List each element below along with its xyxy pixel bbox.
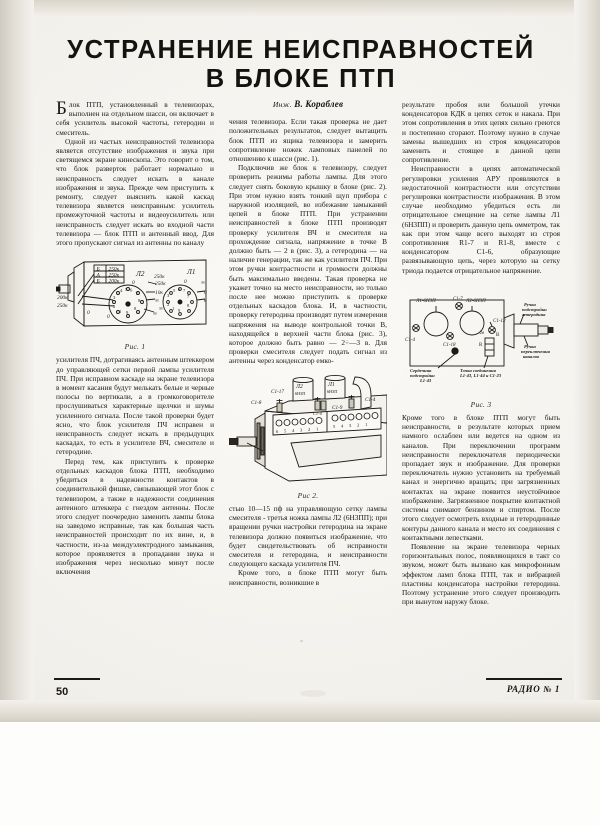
fig1-pin-value: ∞	[155, 298, 159, 305]
fig1-pin-number: 6	[130, 287, 133, 293]
article-paragraph: усилителя ПЧ, дотрагиваясь антенным штеккером до управляющей сетки первой лампы усилителя ПЧ. При исправном каскаде на экране телевизора в момент касания будут мелькать белые и черные полосы по вертикали, а в громкоговорителе прослушиваться характерные щелчки и шумы усиленного сигнала. После такой проверки будет ясно, что блок усилителя ПЧ исправен и неисправность следует искать в предыдущих каскадах, то есть в усилителе ВЧ, смесителе и гетеродине.	[56, 355, 214, 457]
fig1-pin-value: к	[204, 298, 207, 305]
fig1-pin-number: 2	[167, 302, 170, 308]
fig1-legend-value: 250к	[108, 266, 120, 273]
page-edge-right	[574, 0, 600, 740]
article-column-1	[56, 100, 214, 606]
fig1-pin-number: 3	[167, 293, 170, 299]
fig2-contact-number: 2	[357, 422, 360, 428]
article-paragraph	[56, 100, 214, 137]
fig2-tube-label: Л2	[296, 383, 303, 390]
fig1-pin-value: ∞	[201, 280, 205, 287]
fig1-pin-number: 4	[120, 288, 123, 294]
figure-2-caption: Рис 2.	[297, 490, 319, 500]
figure-3	[402, 280, 560, 409]
fig1-legend-value: 250к	[108, 272, 120, 279]
fig3-junction-label: Точка соединения	[460, 367, 496, 373]
article-paragraph: стью 10—15 пф на управляющую сетку лампы смесителя - третья ножка лампы Л2 (6Н3ПП); при вращении ручки настройки гетеродина на экране телевизора должно появиться изображение, что будет свидетельствовать об исправности смесителя и гетеродина, и неисправности следующего каскада усилителя ПЧ.	[229, 503, 387, 569]
fig1-pin-number: 9	[126, 310, 129, 316]
article-paragraph: Одной из частых неисправностей телевизора является отсутствие изображения и звука при светящемся экране кинескопа. Это говорит о том, что блок разверток работает нормально и неисправность следует искать в канале изображения и звука. Прежде чем приступить к ремонту, следует выяснить какой каскад телевизора является неисправным: усилитель промежуточной частоты и видеоусилитель или неисправность следует искать во входной части телевизора — блок ПТП и антенный ввод. Для этого пропускают сигнал из антенны по каналу	[56, 136, 214, 248]
fig1-legend-letter: А	[96, 272, 100, 279]
fig2-tube-type: 6Н3П	[295, 390, 306, 396]
fig1-pin-number: 5	[125, 287, 128, 293]
fig1-pin-number: 7	[187, 294, 190, 300]
drop-cap: Б	[56, 98, 67, 119]
footer-rule-left	[54, 678, 100, 680]
byline	[229, 100, 387, 109]
fig2-contact-number: 3	[349, 422, 352, 428]
fig1-pin-number: 2	[113, 304, 116, 310]
fig1-tube-label: Л1	[187, 268, 196, 277]
fig1-pin-value: 0	[132, 280, 135, 287]
fig3-knob-label: Ручка	[524, 301, 536, 307]
fig1-pin-number: 7	[183, 288, 186, 294]
article-paragraph: Кроме того, в блоке ПТП могут быть неисправности, возникшие в	[229, 568, 387, 587]
fig2-tube-type: 6Н3П	[327, 388, 338, 394]
article-paragraph: Появление на экране телевизора черных горизонтальных полос, появляющихся в такт со звуком, может быть вызвано как микрофонным эффектом ламп блока ПТП, так и вибрацией пластины конденсатора настройки гетеродина. Поэтому устранение этого следует производить при вынутом наружу блоке.	[402, 541, 560, 607]
fig3-capacitor-label: C1-7	[453, 296, 463, 302]
fig2-contact-number: 1	[365, 421, 368, 427]
fig1-pin-number: 5	[173, 288, 176, 294]
fig3-tube-label: Л2-6Н3П	[466, 298, 486, 304]
fig3-core-label: подстройки	[410, 372, 435, 378]
fig3-core-label: Сердечник	[410, 367, 432, 373]
fig1-pin-value: 10к	[155, 290, 163, 297]
fig3-core-label: L1-43	[420, 377, 432, 383]
article-paragraph: Неисправности в цепях автоматической регулировки усиления АРУ проявляются в недостаточной контрастности или отсутствии регулировки контрастности изображения. В этом случае необходимо убедиться есть ли отрицательное смещение на сетке лампы Л1 (6Н3ПП) и проверить данную цепь омметром, так как при этом чаще всего выходят из строя сопротивления R1-7 и R1-8, вместе с конденсатором C1-6, образующие развязывающую цепь, через которую на сетку триода подается отрицательное напряжение.	[402, 164, 560, 275]
article-paragraph: чения телевизора. Если такая проверка не дает положительных результатов, следует вытащить блок ПТП из ящика телевизора и замерить сопротивление ножек ламповых панелей по отношению к шасси (рис. 1).	[229, 117, 387, 164]
article-paragraph: Перед тем, как приступить к проверке отдельных каскадов блока ПТП, необходимо убедиться в надежности контактов в соединительной фишке, связывающей этот блок с телевизором, а также в надежности соединения антенного штеккера с гнездом антенны. После этого следует поочередно заменить лампы блока на заведомо исправные, так как большая часть неисправностей происходит по их вине, и, в частности, из-за междуэлектродного замыкания, которое проявляется в пропадании звука и изображения через несколько минут после включения	[56, 456, 214, 577]
page-content	[40, 22, 562, 712]
fig3-knob-label: гетеродина	[522, 311, 546, 317]
fig3-capacitor-label: C1-12	[493, 318, 506, 324]
fig1-pin-value: 0	[107, 314, 110, 321]
footer-rule-right	[486, 678, 562, 680]
article-column-3	[402, 100, 560, 606]
article-paragraph: Подключив же блок к телевизору, следует проверить режимы работы лампы. Для этого следует снять боковую крышку в блоке (рис. 2). При этом нужно взять тонкий щуп прибора с наружной изоляцией, во избежание замыканий цепей в блоке ПТП. При устранении неисправностей в блоке ПТП производят проверку усилителя ВЧ и смесителя на прохождение сигнала, напряжение в точке В должно быть — 2 в (рис. 3), а гетеродина — на наличие генерации, так же как усилителя ПЧ. При этом ручки контрастности и громкости должны быть максимально введены. Такая проверка не укажет точно на место неисправности, но только после нее можно приступить к проверке отдельных каскадов блока. И, в частности, проверку гетеродина производят путем измерения напряжения на выводе контрольной точки В, находящейся в верхней части блока (рис. 3), которое должно быть равно — 2÷—3 в. Для проверки смесителя следует подать сигнал из антенны через конденсатор емко-	[229, 163, 387, 366]
figure-1	[56, 252, 214, 351]
fig1-legend-letter: Б	[96, 266, 100, 273]
article-paragraph: Кроме того в блоке ПТП могут быть неисправности, в результате которых прием намного ослаблен или ведется на одном из каналов. При переключении программ неисправности переключателя периодически пропадает звук и изображение. Для проверки переключатель нужно установить на требуемый канал и энергично вращать; при загрязненных контактах на экране появится неустойчивое изображение. Загрязненное покрытие контактной системы снимают бензином и спиртом. После этого следует осмотреть входные и гетеродинные контуры данного канала и место их соединения с контактными лепестками.	[402, 413, 560, 542]
fig3-capacitor-label: C1-18	[443, 342, 456, 348]
fig3-voltage-label: -2в	[478, 330, 485, 336]
page-edge-left	[0, 0, 34, 740]
fig3-resistor-label: R	[479, 342, 483, 348]
page-title-line-1: УСТРАНЕНИЕ НЕИСПРАВНОСТЕЙ	[67, 36, 535, 64]
fig1-pin-value: 0	[204, 290, 207, 297]
fig1-callout: 200к	[57, 295, 68, 302]
page-edge-top	[0, 0, 600, 16]
fig2-capacitor-label: C1-4	[313, 410, 322, 416]
fig2-contact-number: 5	[284, 428, 287, 434]
figure-2-drawing	[229, 371, 387, 489]
fig3-knob-label: подстройки	[522, 306, 547, 312]
page-number: 50	[56, 686, 69, 698]
figure-1-caption: Рис. 1	[124, 342, 146, 352]
fig2-contact-number: 4	[292, 427, 295, 433]
byline-prefix: Инж.	[272, 100, 292, 109]
byline-author: В. Кораблев	[294, 99, 344, 109]
fig1-tube-label: Л2	[136, 270, 145, 279]
fig3-point-label: B	[496, 332, 500, 338]
fig1-pin-value: 250к	[154, 274, 165, 281]
fig1-pin-number: 8	[187, 303, 190, 309]
fig2-contact-number: 1	[316, 426, 319, 432]
fig3-tube-label: Л1-6Н3П	[416, 298, 436, 304]
fig2-capacitor-label: C1-9	[332, 404, 343, 411]
fig3-junction-label: L1-43, L1-44 и C1-23	[460, 372, 502, 378]
fig1-legend-letter: Б	[96, 278, 100, 285]
article-column-2	[229, 100, 387, 606]
fig1-pin-value: ∞	[153, 311, 157, 318]
fig2-contact-number: 3	[300, 427, 303, 433]
fig1-pin-value: 0	[184, 279, 187, 286]
fig3-knob-label: Ручка	[524, 343, 536, 349]
fig1-pin-number: 1	[172, 306, 175, 312]
fig1-pin-number: 8	[134, 306, 137, 312]
fig1-pin-number: 6	[178, 287, 181, 293]
fig2-contact-number: 2	[308, 426, 311, 432]
fig1-pin-value: ∞	[159, 306, 163, 313]
article-columns	[56, 100, 562, 606]
fig1-pin-number: 1	[119, 309, 122, 315]
figure-1-drawing	[56, 252, 214, 340]
fig1-pin-number: 8	[138, 298, 141, 304]
fig2-capacitor-label: C1-4	[365, 396, 376, 403]
fig3-capacitor-label: C1-4	[405, 337, 415, 343]
page-title	[40, 22, 562, 94]
journal-name: РАДИО № 1	[506, 684, 560, 694]
article-paragraph: результате пробоя или большой утечки конденсаторов КДК в цепях сеток и накала. При этом сопротивления в этих цепях сильно греются и постепенно сгорают. Поэтому нужно в случае замены вышедших из строя конденсаторов заменить и стоящее в данной цепи сопротивление.	[402, 100, 560, 165]
fig1-pin-value: 250к	[155, 281, 166, 288]
fig2-contact-number: 4	[341, 423, 344, 429]
fig2-capacitor-label: C1-8	[251, 399, 262, 406]
fig1-pin-number: 3	[113, 295, 116, 301]
page-title-line-2: В БЛОКЕ ПТП	[205, 65, 397, 94]
fig1-pin-number: 7	[135, 291, 138, 297]
fig1-pin-number: 9	[178, 308, 181, 314]
fig2-contact-number: 5	[333, 423, 336, 429]
fig3-knob-label: переключения	[521, 348, 550, 354]
fig3-knob-label: каналов	[523, 353, 540, 359]
figure-3-drawing	[402, 280, 560, 398]
fig2-contact-number: 6	[276, 428, 279, 434]
scanner-background	[0, 722, 600, 826]
fig2-tube-label: Л1	[328, 381, 335, 388]
fig1-pin-value: 0	[87, 310, 90, 317]
figure-2	[229, 371, 387, 500]
fig1-callout: 250к	[57, 303, 68, 310]
paragraph-text: лок ПТП, установленный в телевизорах, выполнен на отдельном шасси, он включает в себя усилитель высокой частоты, гетеродин и смеситель.	[56, 100, 214, 137]
fig1-legend-value: 200к	[108, 278, 120, 285]
fig2-capacitor-label: C1-17	[271, 388, 284, 395]
figure-3-caption: Рис. 3	[470, 399, 492, 409]
